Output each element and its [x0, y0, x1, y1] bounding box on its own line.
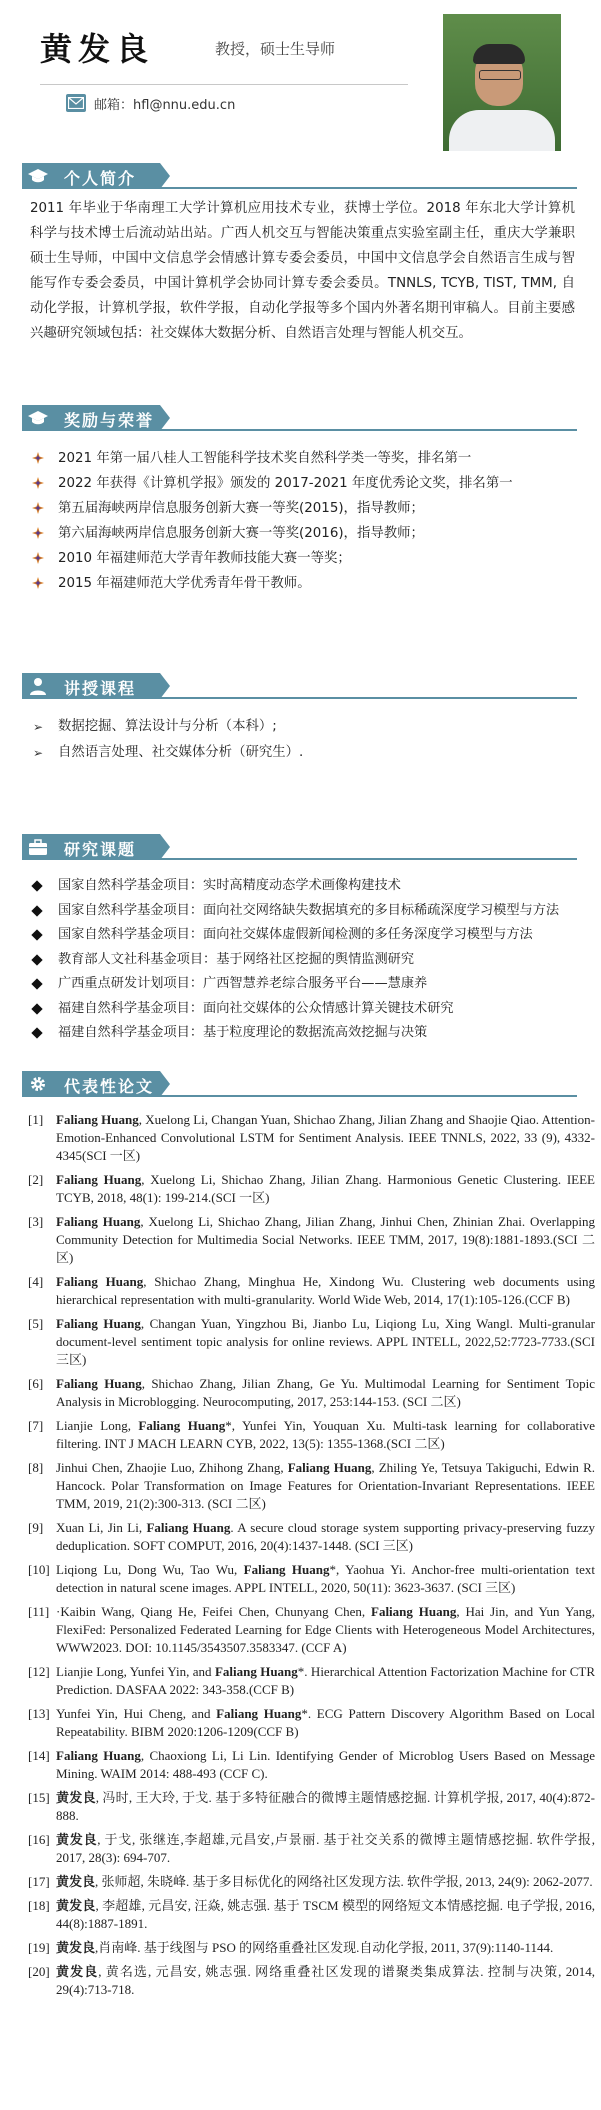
section-title: 讲授课程 — [64, 679, 137, 698]
paper-rest: , 冯时, 王大玲, 于戈. 基于多特征融合的微博主题情感挖掘. 计算机学报, 2017, 40(4):872-888. — [56, 1790, 595, 1823]
paper-author-highlight: Faliang Huang — [56, 1316, 141, 1331]
paper-author-highlight: Faliang Huang — [146, 1520, 231, 1535]
paper-number: [4] — [28, 1274, 44, 1289]
paper-pre: Jinhui Chen, Zhaojie Luo, Zhihong Zhang, — [56, 1460, 288, 1475]
list-item: 2021 年第一届八桂人工智能科学技术奖自然科学类一等奖，排名第一 — [30, 446, 575, 471]
awards-list — [30, 446, 575, 596]
star-bullet-icon — [32, 502, 44, 514]
diamond-bullet-icon — [31, 905, 42, 916]
paper-author-highlight: Faliang Huang — [216, 1706, 302, 1721]
list-item: 福建自然科学基金项目：面向社交媒体的公众情感计算关键技术研究 — [30, 997, 575, 1022]
papers-list — [28, 1111, 595, 2005]
paper-rest: *, Yunfei Yin, Youquan Xu. Multi-task learning for collaborative filtering. INT J MACH LEARN CYB, 2022, 13(5): 1355-1368.(SCI 二区) — [56, 1418, 595, 1451]
paper-number: [5] — [28, 1316, 44, 1331]
briefcase-icon — [28, 838, 48, 856]
header-divider — [40, 84, 408, 85]
email-label: 邮箱： — [94, 98, 134, 113]
paper-number: [15] — [28, 1790, 50, 1805]
paper-rest: . A secure cloud storage system supporting privacy-preserving fuzzy deduplication. SOFT COMPUT, 2016, 20(4):1437-1448. (SCI 三区) — [56, 1520, 595, 1553]
paper-item — [28, 1561, 595, 1597]
paper-author-highlight: Faliang Huang — [56, 1274, 144, 1289]
paper-rest: , Shichao Zhang, Jilian Zhang, Ge Yu. Multimodal Learning for Sentiment Topic Analysis in Microblogging. Neurocomputing, 2017, 253:144-153. (SCI 二区) — [56, 1376, 595, 1409]
star-bullet-icon — [32, 452, 44, 464]
profile-header — [0, 0, 601, 160]
paper-pre: Liqiong Lu, Dong Wu, Tao Wu, — [56, 1562, 244, 1577]
paper-rest: , Hai Jin, and Yun Yang, FlexiFed: Personalized Federated Learning for Edge Clients with Heterogeneous Model Architectures, WWW2023. DOI: 10.1145/3543507.3583347. (CCF A) — [56, 1604, 595, 1655]
person-icon — [28, 677, 48, 695]
star-bullet-icon — [32, 577, 44, 589]
list-item: 国家自然科学基金项目：面向社交网络缺失数据填充的多目标稀疏深度学习模型与方法 — [30, 899, 575, 924]
paper-rest: , Xuelong Li, Shichao Zhang, Jilian Zhang, Jinhui Chen, Zhinian Zhai. Overlapping Community Detection for Multimedia Social Networks. IEEE TMM, 2017, 19(8):1881-1893.(SCI 二区) — [56, 1214, 595, 1265]
paper-pre: Lianjie Long, — [56, 1418, 139, 1433]
paper-author-highlight: Faliang Huang — [56, 1214, 141, 1229]
star-bullet-icon — [32, 552, 44, 564]
paper-number: [17] — [28, 1874, 50, 1889]
paper-number: [16] — [28, 1832, 50, 1847]
paper-pre: Lianjie Long, Yunfei Yin, and — [56, 1664, 215, 1679]
paper-number: [1] — [28, 1112, 44, 1127]
paper-rest: , 黄名选, 元昌安, 姚志强. 网络重叠社区发现的谱聚类集成算法. 控制与决策, 2014, 29(4):713-718. — [56, 1964, 595, 1997]
projects-list — [30, 874, 575, 1046]
paper-rest: *, Yaohua Yi. Anchor-free multi-orientation text detection in natural scene images. APPL INTELL, 2020, 50(11): 3623-3637. (SCI 三区) — [56, 1562, 596, 1595]
paper-author-highlight: Faliang Huang — [138, 1418, 226, 1433]
paper-item — [28, 1789, 595, 1825]
section-title: 代表性论文 — [64, 1077, 155, 1096]
paper-number: [10] — [28, 1562, 50, 1577]
paper-item — [28, 1963, 595, 1999]
paper-item — [28, 1315, 595, 1369]
paper-item — [28, 1663, 595, 1699]
paper-pre: ·Kaibin Wang, Qiang He, Feifei Chen, Chunyang Chen, — [56, 1604, 371, 1619]
list-item: 国家自然科学基金项目：实时高精度动态学术画像构建技术 — [30, 874, 575, 899]
paper-item — [28, 1519, 595, 1555]
email-link[interactable]: hfl@nnu.edu.cn — [133, 98, 236, 113]
list-item: 2022 年获得《计算机学报》颁发的 2017-2021 年度优秀论文奖，排名第一 — [30, 471, 575, 496]
paper-item — [28, 1111, 595, 1165]
paper-number: [6] — [28, 1376, 44, 1391]
diamond-bullet-icon — [31, 1027, 42, 1038]
paper-rest: *. Hierarchical Attention Factorization Machine for CTR Prediction. DASFAA 2022: 343-358.(CCF B) — [56, 1664, 595, 1697]
paper-author-highlight: Faliang Huang — [243, 1562, 330, 1577]
paper-number: [7] — [28, 1418, 44, 1433]
paper-item — [28, 1747, 595, 1783]
paper-rest: , Zhiling Ye, Tetsuya Takiguchi, Edwin R. Hancock. Polar Transformation on Image Features for Orientation-Invariant Representations. IEEE TMM, 2019, 21(2):300-313. (SCI 二区) — [56, 1460, 595, 1511]
paper-author-highlight: Faliang Huang — [287, 1460, 372, 1475]
paper-author-highlight: 黄发良 — [56, 1964, 99, 1979]
person-title: 教授，硕士生导师 — [215, 40, 336, 58]
section-intro-header — [22, 163, 577, 189]
paper-rest: , Xuelong Li, Changan Yuan, Shichao Zhang, Jilian Zhang and Shaojie Qiao. Attention-Emotion-Enhanced Convolutional LSTM for Sentiment Analysis. IEEE TNNLS, 2022, 33 (9), 4332-4345(SCI 一区) — [56, 1112, 595, 1163]
section-papers-header — [22, 1071, 577, 1097]
paper-item — [28, 1213, 595, 1267]
paper-number: [9] — [28, 1520, 44, 1535]
paper-author-highlight: 黄发良 — [56, 1898, 96, 1913]
graduation-cap-icon — [28, 167, 48, 185]
paper-author-highlight: Faliang Huang — [56, 1172, 142, 1187]
diamond-bullet-icon — [31, 1003, 42, 1014]
section-title: 奖励与荣誉 — [64, 411, 155, 430]
profile-photo — [443, 14, 561, 151]
list-item: ➢ 自然语言处理、社交媒体分析（研究生）. — [30, 740, 575, 766]
paper-author-highlight: 黄发良 — [56, 1832, 98, 1847]
paper-number: [20] — [28, 1964, 50, 1979]
list-item: 福建自然科学基金项目：基于粒度理论的数据流高效挖掘与决策 — [30, 1021, 575, 1046]
intro-text: 2011 年毕业于华南理工大学计算机应用技术专业，获博士学位。2018 年东北大学计算机科学与技术博士后流动站出站。广西人机交互与智能决策重点实验室副主任，重庆大学兼职硕士生导师，中国中文信息学会情感计算专委会委员，中国中文信息学会自然语言生成与智能写作专委会委员，中国计算机学会协同计算专委会委员。TNNLS, TCYB, TIST, TMM, 自动化学报，计算机学报，软件学报，自动化学报等多个国内外著名期刊审稿人。目前主要感兴趣研究领域包括：社交媒体大数据分析、自然语言处理与智能人机交互。 — [30, 201, 575, 341]
paper-author-highlight: Faliang Huang — [56, 1376, 142, 1391]
paper-number: [8] — [28, 1460, 44, 1475]
paper-item — [28, 1603, 595, 1657]
list-item: 2010 年福建师范大学青年教师技能大赛一等奖； — [30, 546, 575, 571]
paper-number: [11] — [28, 1604, 50, 1619]
paper-author-highlight: 黄发良 — [56, 1874, 96, 1889]
graduation-cap-icon — [28, 409, 48, 427]
mail-icon — [66, 94, 86, 112]
diamond-bullet-icon — [31, 880, 42, 891]
paper-rest: , Shichao Zhang, Minghua He, Xindong Wu. Clustering web documents using hierarchical representation with multi-granularity. World Wide Web, 2014, 17(1):105-126.(CCF B) — [56, 1274, 596, 1307]
courses-list — [30, 714, 575, 766]
paper-item — [28, 1939, 595, 1957]
paper-author-highlight: Faliang Huang — [371, 1604, 457, 1619]
paper-number: [2] — [28, 1172, 44, 1187]
paper-item — [28, 1273, 595, 1309]
list-item: 第五届海峡两岸信息服务创新大赛一等奖(2015)，指导教师； — [30, 496, 575, 521]
paper-author-highlight: 黄发良 — [56, 1940, 96, 1955]
list-item: 国家自然科学基金项目：面向社交媒体虚假新闻检测的多任务深度学习模型与方法 — [30, 923, 575, 948]
section-projects-header — [22, 834, 577, 860]
paper-number: [3] — [28, 1214, 44, 1229]
list-item: 教育部人文社科基金项目：基于网络社区挖掘的舆情监测研究 — [30, 948, 575, 973]
paper-item — [28, 1375, 595, 1411]
star-bullet-icon — [32, 527, 44, 539]
paper-rest: , Changan Yuan, Yingzhou Bi, Jianbo Lu, Liqiong Lu, Xing Wangl. Multi-granular document-level sentiment topic analysis for online reviews. APPL INTELL, 2022,52:7723-7733.(SCI 三区) — [56, 1316, 596, 1367]
paper-item — [28, 1171, 595, 1207]
paper-rest: , 于戈, 张继连,李超雄,元昌安,卢景丽. 基于社交关系的微博主题情感挖掘. 软件学报, 2017, 28(3): 694-707. — [56, 1832, 595, 1865]
email-line — [94, 94, 235, 113]
paper-number: [18] — [28, 1898, 50, 1913]
paper-pre: Xuan Li, Jin Li, — [56, 1520, 147, 1535]
list-item: ➢ 数据挖掘、算法设计与分析（本科）; — [30, 714, 575, 740]
paper-item — [28, 1831, 595, 1867]
paper-number: [13] — [28, 1706, 50, 1721]
star-bullet-icon — [32, 477, 44, 489]
section-courses-header — [22, 673, 577, 699]
paper-rest: , 张师超, 朱晓峰. 基于多目标优化的网络社区发现方法. 软件学报, 2013, 24(9): 2062-2077. — [95, 1874, 593, 1889]
paper-rest: , 李超雄, 元昌安, 汪焱, 姚志强. 基于 TSCM 模型的网络短文本情感挖掘. 电子学报, 2016, 44(8):1887-1891. — [56, 1898, 595, 1931]
paper-item — [28, 1417, 595, 1453]
paper-number: [12] — [28, 1664, 50, 1679]
paper-pre: Yunfei Yin, Hui Cheng, and — [56, 1706, 217, 1721]
arrow-bullet-icon: ➢ — [33, 720, 44, 734]
paper-author-highlight: Faliang Huang — [56, 1748, 141, 1763]
paper-item — [28, 1873, 595, 1891]
arrow-bullet-icon: ➢ — [33, 746, 44, 760]
section-title: 个人简介 — [64, 169, 137, 188]
person-name: 黄发良 — [40, 30, 155, 68]
section-awards-header — [22, 405, 577, 431]
list-item: 2015 年福建师范大学优秀青年骨干教师。 — [30, 571, 575, 596]
paper-item — [28, 1459, 595, 1513]
diamond-bullet-icon — [31, 929, 42, 940]
gear-icon — [28, 1075, 48, 1093]
paper-author-highlight: Faliang Huang — [56, 1112, 139, 1127]
list-item: 广西重点研发计划项目：广西智慧养老综合服务平台——慧康养 — [30, 972, 575, 997]
diamond-bullet-icon — [31, 978, 42, 989]
list-item: 第六届海峡两岸信息服务创新大赛一等奖(2016)，指导教师； — [30, 521, 575, 546]
paper-author-highlight: 黄发良 — [56, 1790, 96, 1805]
paper-item — [28, 1897, 595, 1933]
paper-number: [19] — [28, 1940, 50, 1955]
paper-rest: , Chaoxiong Li, Li Lin. Identifying Gender of Microblog Users Based on Message Mining. WAIM 2014: 488-493 (CCF C). — [56, 1748, 596, 1781]
paper-rest: ,肖南峰. 基于线图与 PSO 的网络重叠社区发现.自动化学报, 2011, 37(9):1140-1144. — [95, 1940, 554, 1955]
diamond-bullet-icon — [31, 954, 42, 965]
paper-item — [28, 1705, 595, 1741]
paper-author-highlight: Faliang Huang — [214, 1664, 298, 1679]
paper-rest: , Xuelong Li, Shichao Zhang, Jilian Zhang. Harmonious Genetic Clustering. IEEE TCYB, 2018, 48(1): 199-214.(SCI 一区) — [56, 1172, 595, 1205]
section-title: 研究课题 — [64, 840, 137, 859]
paper-rest: *. ECG Pattern Discovery Algorithm Based on Local Repeatability. BIBM 2020:1206-1209(CCF B) — [56, 1706, 596, 1739]
paper-number: [14] — [28, 1748, 50, 1763]
